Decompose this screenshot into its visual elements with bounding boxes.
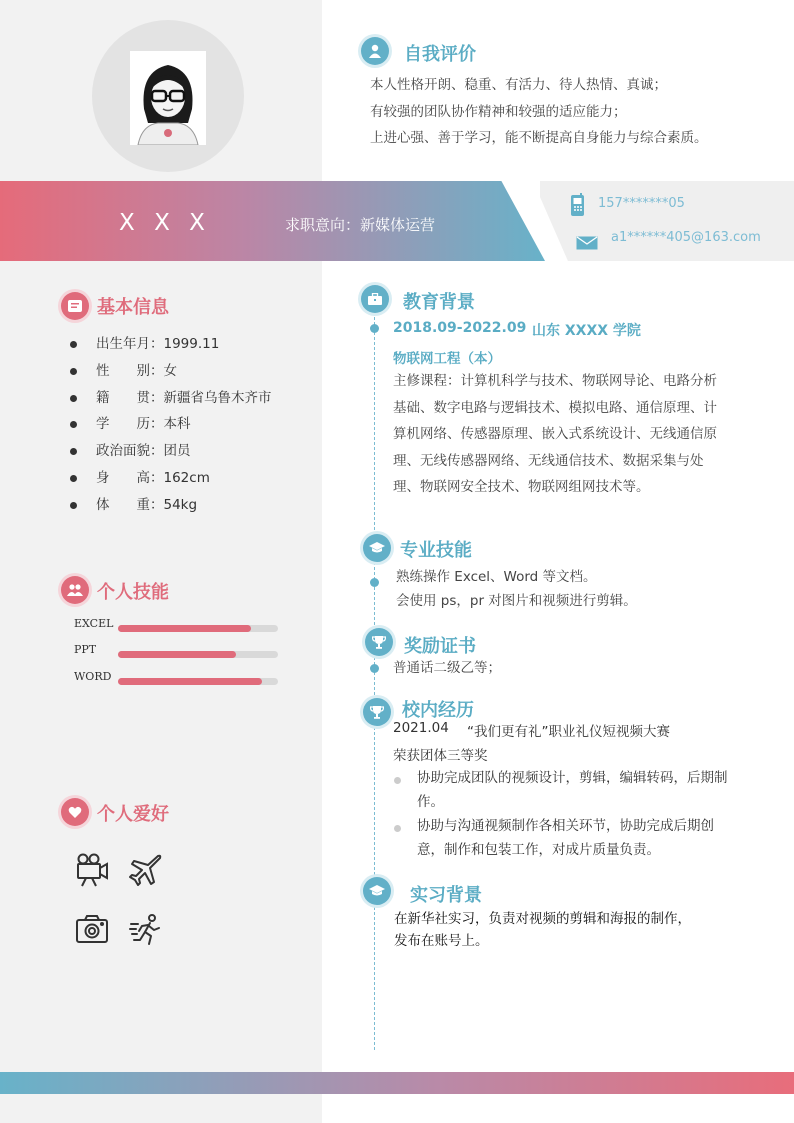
skill-row xyxy=(74,670,284,688)
name-banner xyxy=(0,181,545,261)
skill-name: WORD xyxy=(74,670,112,683)
email-address: a1******405@163.com xyxy=(611,230,761,245)
skill-name: EXCEL xyxy=(74,617,114,630)
footer-bar xyxy=(0,1072,794,1094)
skill-row xyxy=(74,643,284,661)
campus-result: 荣获团体三等奖 xyxy=(393,748,488,764)
course-line: 理、无线传感器网络、无线通信技术、数据采集与处 xyxy=(393,452,704,469)
campus-bullet-line: 协助完成团队的视频设计，剪辑，编辑转码，后期制 xyxy=(417,770,728,786)
internship-title: 实习背景 xyxy=(410,885,482,906)
campus-title: 校内经历 xyxy=(402,700,474,721)
info-gender: 性 别：女 xyxy=(68,358,288,385)
timeline-line xyxy=(374,312,375,1050)
skill-name: PPT xyxy=(74,643,97,656)
internship-text xyxy=(394,908,691,952)
campus-bullet-line: 意，制作和包装工作，对成片质量负责。 xyxy=(417,842,660,858)
info-birth: 出生年月：1999.11 xyxy=(68,331,288,358)
bullet-dot xyxy=(394,825,401,832)
timeline-dot xyxy=(370,664,379,673)
internship-line: 发布在账号上。 xyxy=(394,933,489,949)
self-eval-text xyxy=(370,72,708,152)
skill-bar-fill xyxy=(118,678,262,685)
skill-bar-fill xyxy=(118,651,236,658)
pro-skills-text xyxy=(396,565,637,613)
basic-info-title: 基本信息 xyxy=(97,297,169,318)
self-eval-line: 本人性格开朗、稳重、有活力、待人热情、真诚； xyxy=(370,77,667,93)
basic-info-list xyxy=(68,331,288,519)
heart-icon xyxy=(61,798,89,826)
campus-bullet-line: 作。 xyxy=(417,794,444,810)
running-icon xyxy=(128,912,164,948)
awards-title: 奖励证书 xyxy=(404,636,476,657)
skills-title: 个人技能 xyxy=(97,582,169,603)
education-school: 山东 XXXX 学院 xyxy=(532,323,641,339)
info-political: 政治面貌：团员 xyxy=(68,438,288,465)
self-eval-title: 自我评价 xyxy=(404,44,476,65)
skill-bar-track xyxy=(118,651,278,658)
briefcase-icon xyxy=(361,285,389,313)
self-eval-line: 上进心强、善于学习，能不断提高自身能力与综合素质。 xyxy=(370,130,708,147)
skill-bar-track xyxy=(118,678,278,685)
course-line: 算机网络、传感器原理、嵌入式系统设计、无线通信原 xyxy=(393,426,717,443)
person-icon xyxy=(361,37,389,65)
people-icon xyxy=(61,576,89,604)
timeline-dot xyxy=(370,324,379,333)
education-period: 2018.09-2022.09 xyxy=(393,320,527,336)
skill-row xyxy=(74,617,284,635)
movie-camera-icon xyxy=(74,852,110,888)
pro-skill-line: 会使用 ps，pr 对图片和视频进行剪辑。 xyxy=(396,593,637,609)
trophy-icon xyxy=(365,628,393,656)
graduation-cap-icon xyxy=(363,877,391,905)
info-hometown: 籍 贯：新疆省乌鲁木齐市 xyxy=(68,385,288,412)
timeline-dot xyxy=(370,578,379,587)
airplane-icon xyxy=(128,852,164,888)
hobbies-title: 个人爱好 xyxy=(97,804,169,825)
pro-skill-line: 熟练操作 Excel、Word 等文档。 xyxy=(396,569,597,585)
trophy-icon xyxy=(363,698,391,726)
candidate-name: X X X xyxy=(119,210,211,236)
self-eval-line: 有较强的团队协作精神和较强的适应能力； xyxy=(370,103,627,120)
campus-bullet-line: 协助与沟通视频制作各相关环节，协助完成后期创 xyxy=(417,818,714,834)
bullet-dot xyxy=(394,777,401,784)
pro-skills-title: 专业技能 xyxy=(400,540,472,561)
education-title: 教育背景 xyxy=(403,292,475,313)
campus-bullet xyxy=(417,814,714,862)
info-weight: 体 重：54kg xyxy=(68,492,288,519)
course-line: 基础、数字电路与逻辑技术、模拟电路、通信原理、计 xyxy=(393,399,717,416)
course-line: 主修课程：计算机科学与技术、物联网导论、电路分析 xyxy=(393,373,717,389)
campus-bullet xyxy=(417,766,728,814)
education-courses xyxy=(393,368,717,501)
mail-icon xyxy=(576,235,598,254)
education-major: 物联网工程（本） xyxy=(393,351,501,367)
campus-event: “我们更有礼”职业礼仪短视频大赛 xyxy=(467,724,670,740)
skill-bar-track xyxy=(118,625,278,632)
job-intent: 求职意向：新媒体运营 xyxy=(285,216,436,234)
phone-icon xyxy=(570,193,586,221)
camera-icon xyxy=(74,912,110,948)
skill-bar-fill xyxy=(118,625,251,632)
awards-text: 普通话二级乙等； xyxy=(393,660,501,676)
course-line: 理、物联网安全技术、物联网组网技术等。 xyxy=(393,479,650,496)
phone-number: 157*******05 xyxy=(598,196,685,211)
info-height: 身 高：162cm xyxy=(68,465,288,492)
info-education: 学 历：本科 xyxy=(68,411,288,438)
campus-date: 2021.04 xyxy=(393,720,449,736)
internship-line: 在新华社实习，负责对视频的剪辑和海报的制作， xyxy=(394,911,691,927)
avatar xyxy=(130,51,206,145)
graduation-cap-icon xyxy=(363,534,391,562)
info-card-icon xyxy=(61,292,89,320)
